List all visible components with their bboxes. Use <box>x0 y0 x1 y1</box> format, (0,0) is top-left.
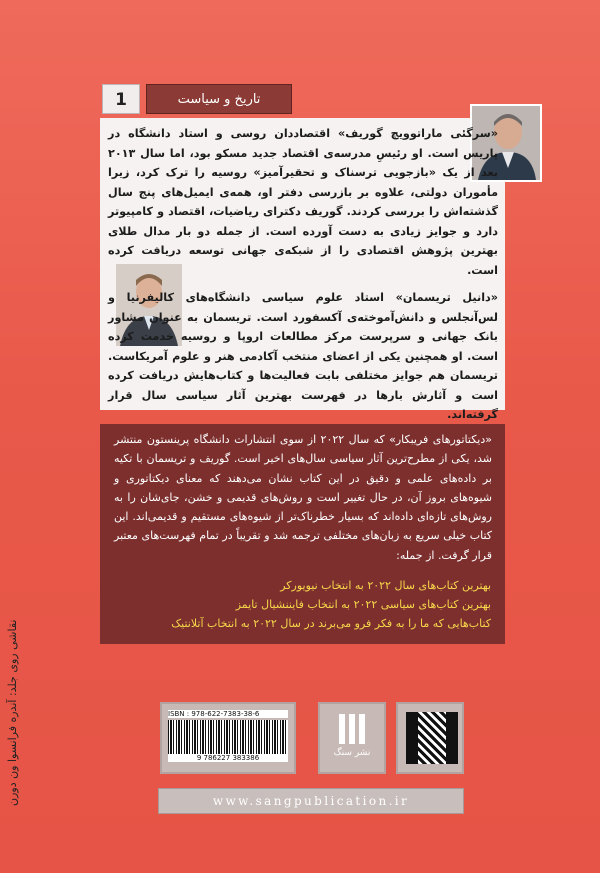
author2-bio: «دانیل تریسمان» استاد علوم سیاسی دانشگاه‌های کالیفرنیا و لس‌آنجلس و دانش‌آموخته‌ی آکسفورد است. تریسمان به عنوان مشاور بانک جهانی و سرپرست مرکز مطالعات اروپا و روسیه خدمت کرده است. او همچنین یکی از اعضای منتخب آکادمی هنر و علوم آمریکاست. تریسمان هم جوایز مختلفی بابت فعالیت‌ها و کتاب‌هایش دریافت کرده است و آثارش بارها در فهرست بهترین آثار سیاسی سال قرار گرفته‌اند. <box>108 291 498 421</box>
series-number: 1 <box>102 84 140 114</box>
qr-code-icon <box>406 712 458 764</box>
award-item: بهترین کتاب‌های سال ۲۰۲۲ به انتخاب نیویورکر <box>280 579 491 592</box>
award-item: کتاب‌هایی که ما را به فکر فرو می‌برند در سال ۲۰۲۲ به انتخاب آتلانتیک <box>171 617 491 630</box>
cover-art-credit: نقاشی روی جلد: آندره فرانسوا ون دورن <box>6 619 19 807</box>
author1-bio: «سرگئی ماراتوویچ گوریف» اقتصاددان روسی و استاد دانشگاه در پاریس است. او رئیسِ مدرسه‌ی اقتصاد جدید مسکو بود، اما سال ۲۰۱۳ بعد از یک «بازجویی ترسناک و تحقیرآمیز» روسیه را ترک کرد، زیرا مأموران دولتی، علاوه بر بازرسی دفتر او، همه‌ی ایمیل‌های پنج سال گذشته‌اش را بررسی کردند. گوریف دکترای ریاضیات، اقتصاد و کامپیوتر دارد و جوایز زیادی به دست آورده است. از جمله دو بار مدال طلای بهترین پژوهش اقتصادی را از شبکه‌ی جهانی توسعه دریافت کرده است. <box>108 127 498 277</box>
isbn-label: ISBN : 978-622-7383-38-6 <box>168 710 288 718</box>
isbn-barcode-box <box>160 702 296 774</box>
publisher-logo-icon <box>320 714 384 744</box>
series-header <box>102 84 292 114</box>
publisher-url: www.sangpublication.ir <box>158 788 464 814</box>
award-item: بهترین کتاب‌های سیاسی ۲۰۲۲ به انتخاب فایننشیال تایمز <box>235 598 491 611</box>
barcode <box>168 720 288 754</box>
book-description-panel <box>100 424 505 644</box>
publisher-name: نشر سنگ <box>333 748 371 758</box>
qr-code-box <box>396 702 464 774</box>
barcode-number: 9 786227 383386 <box>168 754 288 762</box>
authors-panel <box>100 118 505 421</box>
awards-list <box>111 576 491 633</box>
book-description: «دیکتاتورهای فریبکار» که سال ۲۰۲۲ از سوی انتشارات دانشگاه پرینستون منتشر شد، یکی از مطرح‌ترین آثار سیاسی سال‌های اخیر است. گوریف و تریسمان با تکیه بر داده‌های علمی و دقیق در این کتاب نشان می‌دهند که معنای دیکتاتوری و شیوه‌های بروز آن، در حال تغییر است و روش‌های قدیمی و خشن، جای‌شان را به روش‌های تازه‌ای داده‌اند که بسیار خطرناک‌تر از شیوه‌های مستقیم و قدیمی‌اند. این کتاب خیلی سریع به زبان‌های مختلفی ترجمه شد و تقریباً در تمام فهرست‌های معتبر قرار گرفت. از جمله: <box>114 433 492 562</box>
series-label: تاریخ و سیاست <box>146 84 292 114</box>
publisher-logo-box <box>318 702 386 774</box>
